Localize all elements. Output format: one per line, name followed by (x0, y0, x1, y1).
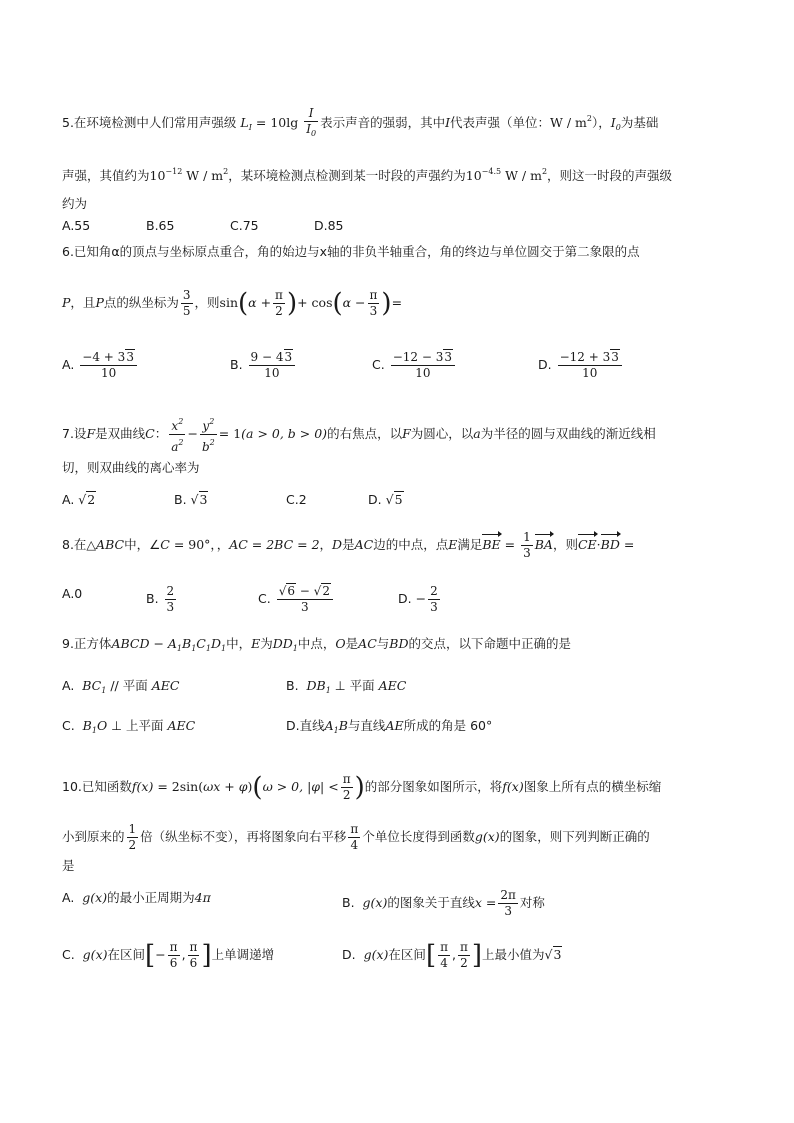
q8-text: ， (216, 537, 230, 552)
q6-expr-arg-1: α + (248, 295, 272, 310)
q6-option-d[interactable]: D. $\frac{-12 + 33}{10}$ (538, 350, 624, 381)
q7-line-2: 切，则双曲线的离心率为 (62, 460, 200, 475)
q7-option-b[interactable]: B. √3 (174, 492, 208, 507)
q6-var-P: P (62, 295, 71, 310)
q10-fx: f(x) (502, 779, 524, 794)
q8-line-1 (62, 530, 742, 561)
q8-equals: = (619, 537, 635, 552)
q6-text: ，且 (70, 295, 96, 310)
q9-line-1 (62, 634, 742, 659)
q5-var-I: I (445, 115, 451, 130)
q9-option-d[interactable]: D.直线$A_1B$与直线AE所成的角是 60° (286, 718, 493, 735)
q5-option-a[interactable]: A.55 (62, 218, 91, 233)
q10-gx: g(x) (474, 829, 500, 844)
q6-text: 点的纵坐标为 (103, 295, 179, 310)
q5-text: 代表声强（单位： (450, 115, 551, 130)
q8-text: 边的中点，点 (373, 537, 449, 552)
q6-fraction-pi-3: $\frac{\pi}{3}$ (369, 288, 378, 318)
q9-text: 的交点，以下命题中正确的是 (408, 636, 572, 651)
q5-text: 声强，其值约为 (62, 168, 150, 183)
q10-condition: ω > 0, |φ| < (262, 779, 339, 794)
q6-expr-cos: + cos (297, 295, 333, 310)
q9-var-DD1: $DD_1$ (272, 636, 298, 653)
q8-vector-BD: BD (601, 535, 620, 555)
q10-text: 倍（纵坐标不变），再将图象向右平移 (140, 829, 347, 844)
q10-text: 的图象，则下列判断正确的 (499, 829, 650, 844)
q10-expr: = 2sin( (153, 779, 204, 794)
q8-equals: = (500, 537, 520, 552)
q10-option-a[interactable]: A. g(x)的最小正周期为4π (62, 890, 211, 905)
q8-option-a[interactable]: A.0 (62, 586, 83, 601)
q8-var-D: D (332, 537, 343, 552)
q10-line-2 (62, 822, 742, 853)
q5-text: ）， (592, 115, 611, 130)
q5-formula-lhs: $L_I$ (240, 115, 252, 132)
q7-fraction-y2-b2: $\frac{y^2}{b^2}$ (200, 414, 217, 455)
q6-expr-arg-2: α − (342, 295, 366, 310)
q7-text: 为半径的圆与双曲线的渐近线相 (480, 426, 656, 441)
q10-close: ) (247, 779, 253, 794)
q10-text: 的部分图象如图所示，将 (364, 779, 503, 794)
q6-line-2: P，且P点的纵坐标为 $\frac{3}{5}$ ，则sin(α + $\frac{\pi}{2}$ )+ cos(α − $\frac{\pi}{3}$ )= (62, 288, 403, 319)
q7-text: 7.设 (62, 426, 87, 441)
q6-option-c[interactable]: C. $\frac{-12 - 33}{10}$ (372, 350, 457, 381)
q10-fraction-pi-2: $\frac{\pi}{2}$ (342, 772, 351, 802)
q9-var-O: O (335, 636, 346, 651)
q5-unit: W / $m^2$ (550, 114, 592, 130)
q9-var-AC: AC (358, 636, 377, 651)
q8-text: ，则 (552, 537, 578, 552)
q7-text: ： (154, 426, 168, 441)
q8-option-c[interactable]: C. $\frac{√6 - √2}{3}$ (258, 584, 335, 615)
q8-vector-BA: BA (535, 535, 553, 555)
q7-condition: (a > 0, b > 0) (241, 426, 328, 441)
q8-dot: · (596, 537, 601, 552)
q8-fraction-1-3: $\frac{1}{3}$ (523, 530, 531, 560)
q6-text: ，则 (194, 295, 220, 310)
q6-fraction-3-5: $\frac{3}{5}$ (182, 288, 191, 318)
q10-fraction-pi-4: $\frac{\pi}{4}$ (350, 822, 359, 852)
q6-fraction-pi-2: $\frac{\pi}{2}$ (275, 288, 283, 318)
q7-option-d[interactable]: D. √5 (368, 492, 403, 507)
q7-option-a[interactable]: A. √2 (62, 492, 96, 507)
q10-line-3: 是 (62, 858, 75, 873)
q5-option-c[interactable]: C.75 (230, 218, 259, 233)
q9-text: 与 (376, 636, 390, 651)
q7-var-C: C (145, 426, 155, 441)
q9-text: 中， (226, 636, 252, 651)
q8-vector-BE: BE (482, 535, 500, 555)
q5-formula-fraction: $\frac{I}{I_0}$ (306, 106, 317, 138)
q5-text: 表示声音的强弱，其中 (320, 115, 446, 130)
q10-omega-x: ωx + φ (203, 779, 248, 794)
q5-formula-eq: = 10lg (251, 115, 303, 130)
q10-text: 10.已知函数 (62, 779, 132, 794)
q5-line-1 (62, 106, 742, 141)
q8-angle-value: = 90°， (169, 537, 217, 552)
q6-equals: = (391, 295, 403, 310)
q9-var-BD: BD (389, 636, 409, 651)
q8-option-d[interactable]: D. − $\frac{2}{3}$ (398, 584, 438, 614)
q7-fraction-x2-a2: $\frac{x^2}{a^2}$ (169, 414, 185, 455)
q6-var-P: P (95, 295, 104, 310)
q5-line-3: 约为 (62, 196, 88, 211)
q8-option-b[interactable]: B. $\frac{2}{3}$ (146, 584, 175, 614)
q9-text: 为 (260, 636, 273, 651)
q8-text: 中，∠ (124, 537, 161, 552)
q5-text: ，某环境检测点检测到某一时段的声强约为 (228, 168, 466, 183)
q5-option-b[interactable]: B.65 (146, 218, 175, 233)
q8-lengths: AC = 2BC = 2 (229, 537, 320, 552)
q10-text: 小到原来的 (62, 829, 125, 844)
q8-angle-C: C (160, 537, 170, 552)
q8-var-AC: AC (354, 537, 374, 552)
q6-expr-sin: sin (219, 295, 238, 310)
q10-line-1: 10.已知函数f(x) = 2sin(ωx + φ)(ω > 0, |φ| < $\frac{\pi}{2}$ )的部分图象如图所示，将f(x)图象上所有点的横坐标缩 (62, 772, 662, 803)
q9-option-c[interactable]: C. $B_1O$ ⊥ 上平面 AEC (62, 718, 196, 735)
q5-text: 为基础 (620, 115, 659, 130)
q5-value-2: $10^{-4.5}$ W / $m^2$ (465, 167, 548, 183)
q8-text: 8.在△ (62, 537, 97, 552)
q10-option-c[interactable]: C. g(x)在区间[− $\frac{\pi}{6}$ , $\frac{\pi}{6}$ ]上单调递增 (62, 940, 275, 971)
q5-value-1: $10^{-12}$ W / $m^2$ (149, 167, 229, 183)
q10-text: 图象上所有点的横坐标缩 (523, 779, 662, 794)
q5-option-d[interactable]: D.85 (314, 218, 344, 233)
q8-text: 满足 (457, 537, 483, 552)
q8-vector-CE: CE (578, 535, 597, 555)
q7-text: 是双曲线 (95, 426, 146, 441)
q5-line-2 (62, 162, 742, 186)
q7-var-F: F (402, 426, 411, 441)
q5-text: 5.在环境检测中人们常用声强级 (62, 115, 237, 130)
q8-text: ， (319, 537, 333, 552)
q6-option-b[interactable]: B. $\frac{9 - 43}{10}$ (230, 350, 297, 381)
q7-text: 为圆心，以 (410, 426, 474, 441)
q10-text: 个单位长度得到函数 (362, 829, 475, 844)
q9-var-E: E (251, 636, 261, 651)
q10-option-d[interactable]: D. g(x)在区间[ $\frac{\pi}{4}$ , $\frac{\pi}{2}$ ]上最小值为√3 (342, 940, 562, 971)
q9-text: 是 (345, 636, 359, 651)
q10-fraction-1-2: $\frac{1}{2}$ (128, 822, 137, 852)
q8-text: 是 (342, 537, 355, 552)
q7-text: 的右焦点，以 (327, 426, 403, 441)
q5-var-I0: $I_0$ (610, 115, 621, 132)
q9-text: 9.正方体 (62, 636, 112, 651)
q9-cube: ABCD − $A_1B_1C_1D_1$ (111, 636, 227, 653)
q7-var-F: F (86, 426, 96, 441)
q7-rhs: = 1 (218, 426, 242, 441)
q9-text: 中点， (297, 636, 336, 651)
q10-fx: f(x) (131, 779, 154, 794)
q7-line-1 (62, 414, 742, 455)
q9-option-b[interactable]: B. $DB_1$ ⊥ 平面 AEC (286, 678, 407, 695)
q10-option-b[interactable]: B. g(x)的图象关于直线x = $\frac{2\pi}{3}$ 对称 (342, 888, 545, 918)
q6-line-1: 6.已知角α的顶点与坐标原点重合，角的始边与x轴的非负半轴重合，角的终边与单位圆交于第二象限的点 (62, 244, 640, 259)
q7-var-a: a (473, 426, 481, 441)
q7-option-c[interactable]: C.2 (286, 492, 307, 507)
q8-triangle: ABC (96, 537, 125, 552)
q7-minus: − (187, 426, 198, 441)
q8-var-E: E (448, 537, 458, 552)
q6-option-a[interactable]: A. $\frac{-4 + 33}{10}$ (62, 350, 139, 381)
q9-option-a[interactable]: A. $BC_1$ // 平面 AEC (62, 678, 180, 695)
q5-text: ，则这一时段的声强级 (547, 168, 673, 183)
